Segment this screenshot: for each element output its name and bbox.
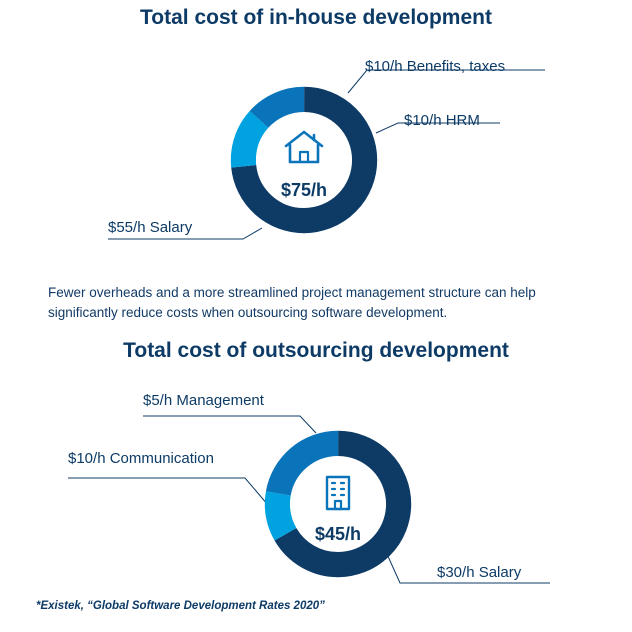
center-value-outsourcing: $45/h (314, 524, 362, 544)
center-value-inhouse: $75/h (280, 180, 328, 200)
callout-management: $5/h Management (143, 392, 264, 409)
house-icon (224, 128, 384, 173)
donut-chart-outsourcing (258, 424, 418, 584)
page-title-inhouse: Total cost of in-house development (140, 6, 492, 29)
callout-communication: $10/h Communication (68, 450, 214, 467)
body-paragraph: Fewer overheads and a more streamlined project management structure can help significantly reduce costs when outsourcing software development. (48, 285, 536, 320)
donut-chart-inhouse (224, 80, 384, 240)
callout-salary-outsourcing: $30/h Salary (437, 564, 522, 581)
footnote-source: *Existek, “Global Software Development Rates 2020” (36, 600, 325, 612)
office-building-icon (258, 472, 418, 519)
callout-benefits-taxes: $10/h Benefits, taxes (365, 58, 506, 75)
callout-hrm: $10/h HRM (404, 112, 480, 129)
callout-salary-inhouse: $55/h Salary (108, 219, 193, 236)
page-title-outsourcing: Total cost of outsourcing development (123, 339, 509, 362)
